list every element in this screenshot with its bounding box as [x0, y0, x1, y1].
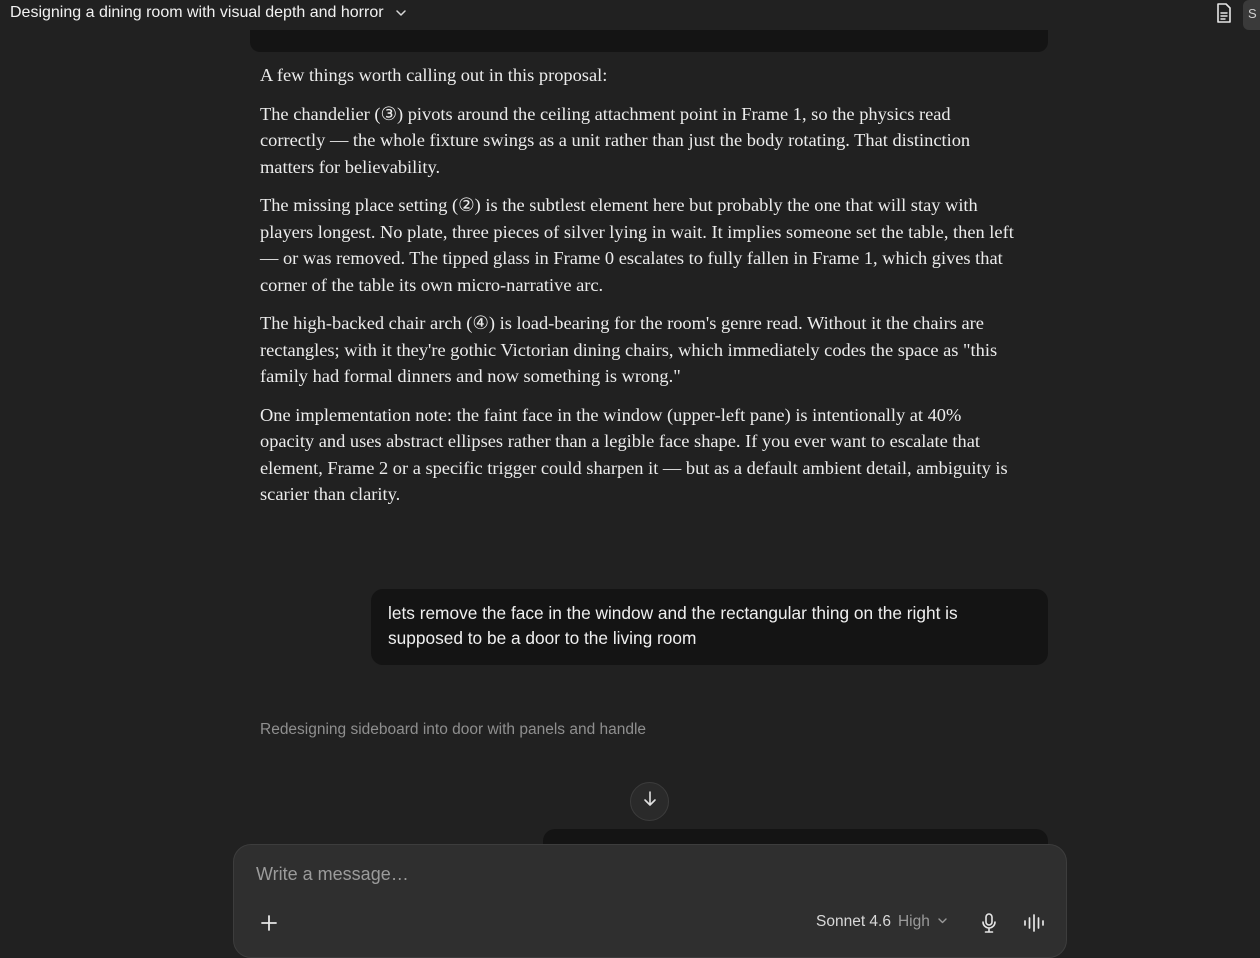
side-panel-chip[interactable]: S — [1243, 0, 1260, 30]
assistant-paragraph: The missing place setting (②) is the subtlest element here but probably the one that will stay with players longest. No plate, three pieces of silver lying in wait. It implies someone set the table, then left — or was removed. The tipped glass in Frame 0 escalates to fully fallen in Frame 1, which gives that corner of the table its own micro-narrative arc. — [260, 195, 1014, 295]
effort-level: High — [897, 913, 930, 930]
model-name: Sonnet 4.6 — [816, 913, 891, 930]
microphone-icon[interactable] — [977, 911, 1001, 935]
voice-waveform-icon[interactable] — [1021, 911, 1047, 935]
chevron-down-icon — [394, 6, 408, 20]
scroll-to-bottom-button[interactable] — [630, 782, 669, 821]
conversation-title: Designing a dining room with visual depth and horror — [10, 4, 384, 21]
code-block-bottom — [250, 30, 1048, 52]
chevron-down-icon — [937, 913, 948, 931]
arrow-down-icon — [642, 790, 658, 813]
document-icon[interactable] — [1214, 2, 1234, 24]
assistant-message — [260, 62, 1020, 520]
message-input[interactable] — [256, 859, 1036, 889]
message-composer — [233, 844, 1067, 958]
top-bar — [0, 0, 1260, 26]
thinking-status[interactable]: Redesigning sideboard into door with panels and handle — [260, 721, 647, 738]
user-message: lets remove the face in the window and the rectangular thing on the right is supposed to be a door to the living room — [371, 589, 1048, 665]
assistant-paragraph: The chandelier (③) pivots around the ceiling attachment point in Frame 1, so the physics read correctly — the whole fixture swings as a unit rather than just the body rotating. That distinction matters for believability. — [260, 103, 971, 177]
conversation-title-menu[interactable] — [10, 4, 408, 22]
assistant-paragraph: A few things worth calling out in this proposal: — [260, 65, 608, 85]
assistant-paragraph: One implementation note: the faint face in the window (upper-left pane) is intentionally at 40% opacity and uses abstract ellipses rather than a legible face shape. If you ever want to escalate that element, Frame 2 or a specific trigger could sharpen it — but as a default ambient detail, ambiguity is scarier than clarity. — [260, 404, 1008, 504]
assistant-paragraph: The high-backed chair arch (④) is load-bearing for the room's genre read. Without it the chairs are rectangles; with it they're gothic Victorian dining chairs, which immediately codes the space as "this family had formal dinners and now something is wrong." — [260, 313, 998, 386]
plus-icon[interactable] — [258, 912, 280, 934]
model-selector[interactable] — [816, 913, 948, 931]
